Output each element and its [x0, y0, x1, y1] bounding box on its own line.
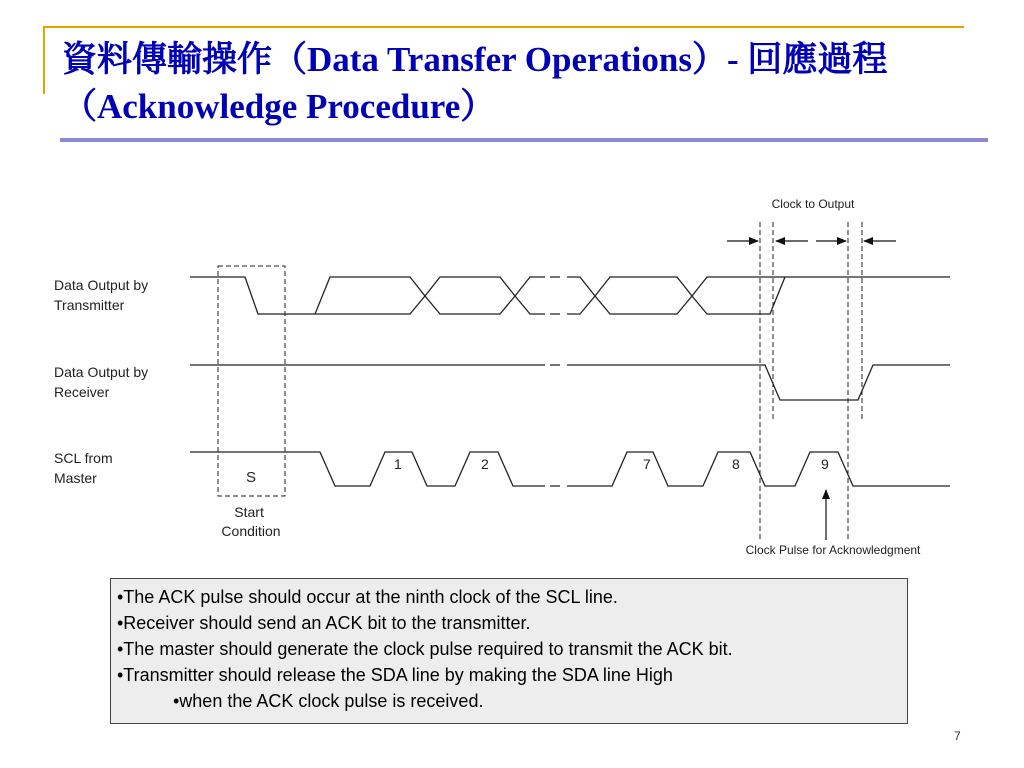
signal-label-receiver: Data Output by Receiver: [54, 364, 149, 400]
receiver-waveform: [190, 365, 950, 400]
page-number: 7: [954, 729, 961, 743]
clock-number-1: 1: [394, 456, 402, 472]
scl-waveform: [190, 452, 950, 486]
start-condition-box: [218, 266, 285, 496]
clock-number-2: 2: [481, 456, 489, 472]
note-sub-bullet: •when the ACK clock pulse is received.: [173, 691, 484, 711]
clock-number-8: 8: [732, 456, 740, 472]
note-bullet: •The ACK pulse should occur at the ninth clock of the SCL line.: [117, 587, 618, 607]
start-caption: Start Condition: [221, 504, 281, 539]
notes-box: [110, 578, 908, 724]
start-symbol: S: [246, 469, 257, 486]
ack-pulse-label: Clock Pulse for Acknowledgment: [745, 543, 921, 557]
clock-to-output-label: Clock to Output: [771, 197, 855, 211]
signal-label-transmitter: Data Output by Transmitter: [54, 277, 149, 313]
note-bullet: •The master should generate the clock pulse required to transmit the ACK bit.: [117, 639, 733, 659]
note-bullet: •Transmitter should release the SDA line by making the SDA line High: [117, 665, 673, 685]
note-bullet: •Receiver should send an ACK bit to the transmitter.: [117, 613, 531, 633]
clock-number-9: 9: [821, 456, 829, 472]
signal-label-scl: SCL from Master: [54, 450, 113, 486]
slide-title: 資料傳輸操作（Data Transfer Operations）- 回應過程（Acknowledge Procedure）: [62, 40, 888, 126]
clock-number-7: 7: [643, 456, 651, 472]
transmitter-waveform: [190, 277, 950, 314]
